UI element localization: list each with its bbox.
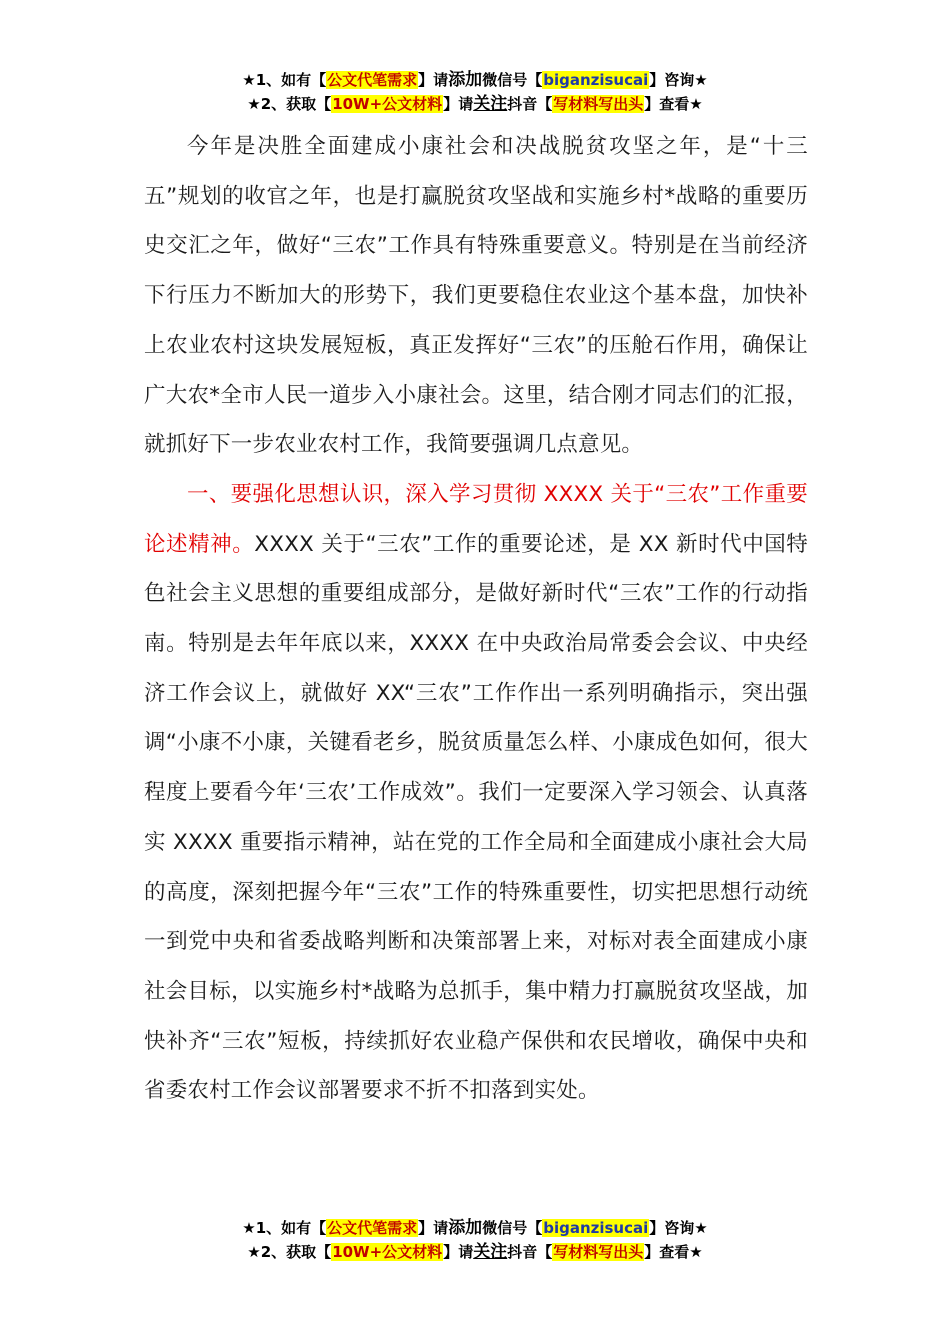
section-1-heading: 一、要强化思想认识，深入学习贯彻 XXXX 关于“三农”工作重要论述精神。 <box>144 481 808 557</box>
banner-emphasis: 添加 <box>448 1218 483 1238</box>
banner-highlight: 10W+公文材料 <box>332 1243 443 1261</box>
promo-line-2 <box>0 1240 950 1264</box>
promo-line-2 <box>0 92 950 116</box>
section-1-body: XXXX 关于“三农”工作的重要论述，是 XX 新时代中国特色社会主义思想的重要组成部分，是做好新时代“三农”工作的行动指南。特别是去年年底以来，XXXX 在中央政治局常委会会议、中央经济工作会议上，就做好 XX“三农”工作作出一系列明确指示，突出强调“小康不小康，关键看老乡，脱贫质量怎么样、小康成色如何，很大程度上要看今年‘三农’工作成效”。我们一定要深入学习领会、认真落实 XXXX 重要指示精神，站在党的工作全局和全面建成小康社会大局的高度，深刻把握今年“三农”工作的特殊重要性，切实把思想行动统一到党中央和省委战略判断和决策部署上来，对标对表全面建成小康社会目标，以实施乡村*战略为总抓手，集中精力打赢脱贫攻坚战，加快补齐“三农”短板，持续抓好农业稳产保供和农民增收，确保中央和省委农村工作会议部署要求不折不扣落到实处。 <box>144 531 808 1104</box>
banner-highlight: 10W+公文材料 <box>332 95 443 113</box>
douyin-account-link[interactable]: 写材料写出头 <box>553 95 644 113</box>
banner-highlight: 公文代笔需求 <box>327 1219 418 1237</box>
banner-text: 抖音【 <box>507 95 553 113</box>
banner-highlight: 公文代笔需求 <box>327 71 418 89</box>
banner-emphasis: 关注 <box>473 94 508 114</box>
banner-text: 】查看★ <box>644 1243 703 1261</box>
promo-line-1 <box>0 68 950 92</box>
banner-text: 抖音【 <box>507 1243 553 1261</box>
banner-text: 】请 <box>443 95 474 113</box>
intro-paragraph: 今年是决胜全面建成小康社会和决战脱贫攻坚之年，是“十三五”规划的收官之年，也是打赢脱贫攻坚战和实施乡村*战略的重要历史交汇之年，做好“三农”工作具有特殊重要意义。特别是在当前经济下行压力不断加大的形势下，我们更要稳住农业这个基本盘，加快补上农业农村这块发展短板，真正发挥好“三农”的压舱石作用，确保让广大农*全市人民一道步入小康社会。这里，结合刚才同志们的汇报，就抓好下一步农业农村工作，我简要强调几点意见。 <box>144 134 808 458</box>
banner-text: ★1、如有【 <box>242 1219 327 1237</box>
banner-text: 】请 <box>418 71 449 89</box>
douyin-account-link[interactable]: 写材料写出头 <box>553 1243 644 1261</box>
banner-emphasis: 添加 <box>448 70 483 90</box>
banner-text: 微信号【 <box>482 1219 543 1237</box>
banner-text: 微信号【 <box>482 71 543 89</box>
banner-text: ★1、如有【 <box>242 71 327 89</box>
banner-text: ★2、获取【 <box>247 95 332 113</box>
banner-text: 】查看★ <box>644 95 703 113</box>
banner-text: ★2、获取【 <box>247 1243 332 1261</box>
promo-line-1 <box>0 1216 950 1240</box>
document-body <box>144 122 808 1116</box>
section-1-paragraph <box>144 470 808 1116</box>
promo-banner-top <box>0 68 950 116</box>
banner-text: 】请 <box>443 1243 474 1261</box>
promo-banner-bottom <box>0 1216 950 1264</box>
banner-text: 】咨询★ <box>649 1219 708 1237</box>
banner-emphasis: 关注 <box>473 1242 508 1262</box>
wechat-id-link[interactable]: biganzisucai <box>543 71 649 89</box>
wechat-id-link[interactable]: biganzisucai <box>543 1219 649 1237</box>
banner-text: 】咨询★ <box>649 71 708 89</box>
banner-text: 】请 <box>418 1219 449 1237</box>
